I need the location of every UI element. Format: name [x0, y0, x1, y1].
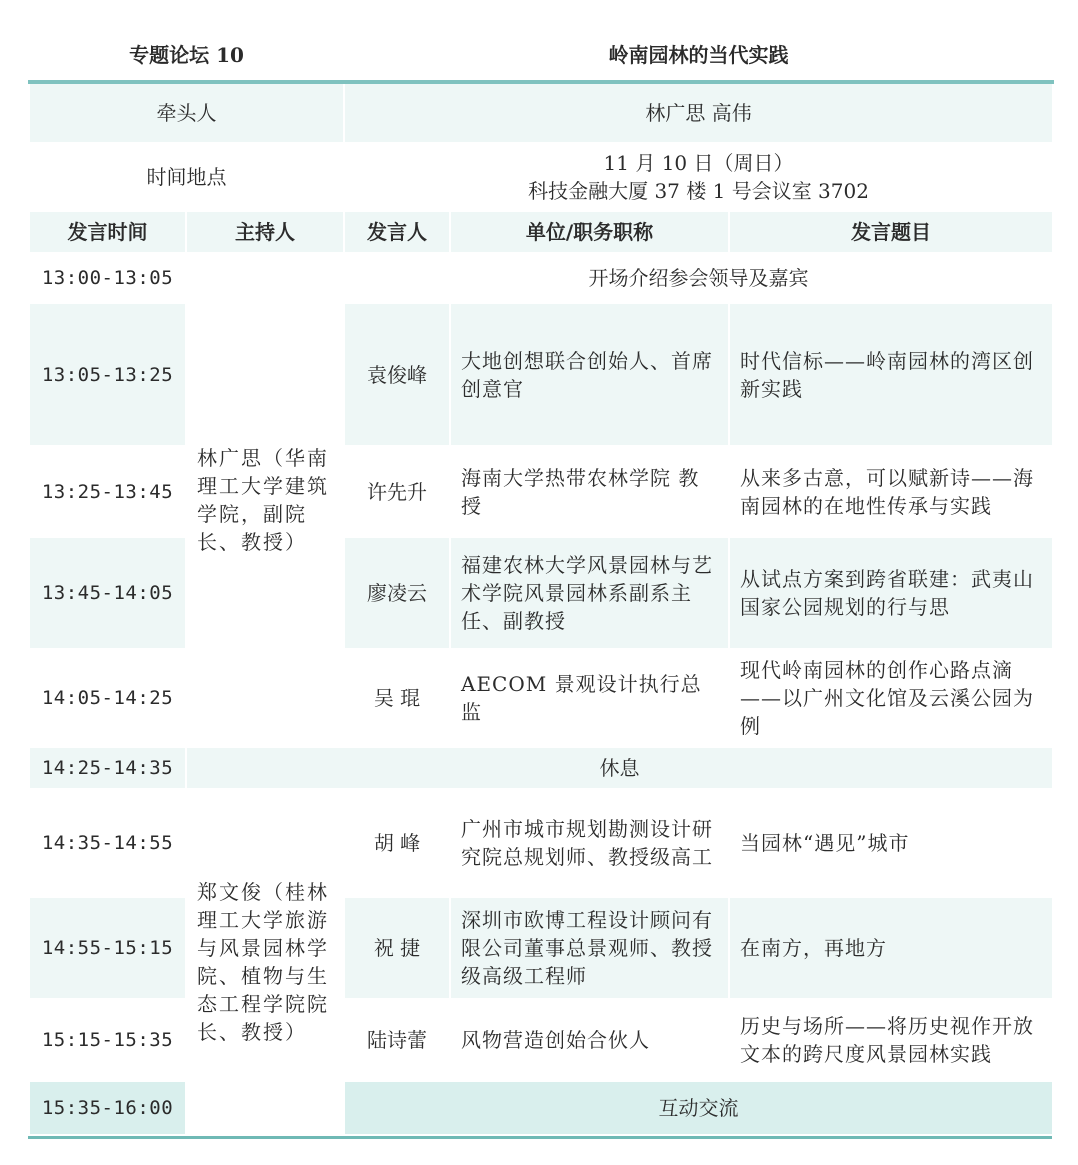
row-topic: 当园林“遇见”城市	[729, 789, 1053, 897]
row-org: 福建农林大学风景园林与艺术学院风景园林系副系主任、副教授	[450, 537, 729, 649]
table-row	[29, 897, 1053, 999]
table-row	[29, 303, 1053, 446]
leader-value: 林广思 高伟	[344, 82, 1053, 143]
row-span-text: 休息	[186, 747, 1053, 789]
row-topic: 历史与场所——将历史视作开放文本的跨尺度风景园林实践	[729, 999, 1053, 1081]
row-speaker: 许先升	[344, 446, 450, 537]
schedule-table	[28, 28, 1054, 1136]
table-row	[29, 446, 1053, 537]
row-speaker: 廖凌云	[344, 537, 450, 649]
time-place-value	[344, 143, 1053, 211]
forum-label: 专题论坛 10	[29, 29, 344, 82]
row-topic: 现代岭南园林的创作心路点滴——以广州文化馆及云溪公园为例	[729, 649, 1053, 747]
forum-schedule	[28, 28, 1052, 1136]
row-speaker: 胡 峰	[344, 789, 450, 897]
table-row	[29, 537, 1053, 649]
column-header-speaker: 发言人	[344, 211, 450, 253]
table-row	[29, 999, 1053, 1081]
row-topic: 从来多古意，可以赋新诗——海南园林的在地性传承与实践	[729, 446, 1053, 537]
host-cell-first: 林广思（华南理工大学建筑学院，副院长、教授）	[186, 253, 344, 747]
table-row	[29, 789, 1053, 897]
leader-row	[29, 82, 1053, 143]
row-time: 13:05-13:25	[29, 303, 186, 446]
row-time: 14:05-14:25	[29, 649, 186, 747]
row-speaker: 祝 捷	[344, 897, 450, 999]
row-time: 14:35-14:55	[29, 789, 186, 897]
table-row	[29, 253, 1053, 303]
row-org: 大地创想联合创始人、首席创意官	[450, 303, 729, 446]
leader-label: 牵头人	[29, 82, 344, 143]
row-time: 14:55-15:15	[29, 897, 186, 999]
column-header-org: 单位/职务职称	[450, 211, 729, 253]
column-header-row	[29, 211, 1053, 253]
column-header-time: 发言时间	[29, 211, 186, 253]
row-speaker: 陆诗蕾	[344, 999, 450, 1081]
time-place-row	[29, 143, 1053, 211]
time-place-date: 11 月 10 日（周日）	[603, 151, 794, 175]
row-span-text: 开场介绍参会领导及嘉宾	[344, 253, 1053, 303]
row-org: AECOM 景观设计执行总监	[450, 649, 729, 747]
table-bottom-rule	[28, 1136, 1052, 1139]
row-speaker: 吴 琨	[344, 649, 450, 747]
column-header-topic: 发言题目	[729, 211, 1053, 253]
row-time: 13:45-14:05	[29, 537, 186, 649]
row-org: 风物营造创始合伙人	[450, 999, 729, 1081]
forum-title-row	[29, 29, 1053, 82]
row-time: 15:15-15:35	[29, 999, 186, 1081]
time-place-location: 科技金融大厦 37 楼 1 号会议室 3702	[528, 179, 869, 203]
row-org: 广州市城市规划勘测设计研究院总规划师、教授级高工	[450, 789, 729, 897]
forum-title: 岭南园林的当代实践	[344, 29, 1053, 82]
row-topic: 时代信标——岭南园林的湾区创新实践	[729, 303, 1053, 446]
row-time: 13:00-13:05	[29, 253, 186, 303]
row-time: 13:25-13:45	[29, 446, 186, 537]
host-cell-second: 郑文俊（桂林理工大学旅游与风景园林学院、植物与生态工程学院院长、教授）	[186, 789, 344, 1135]
row-time: 14:25-14:35	[29, 747, 186, 789]
table-row	[29, 747, 1053, 789]
table-row	[29, 649, 1053, 747]
row-topic: 在南方，再地方	[729, 897, 1053, 999]
column-header-host: 主持人	[186, 211, 344, 253]
time-place-label: 时间地点	[29, 143, 344, 211]
row-time: 15:35-16:00	[29, 1081, 186, 1135]
table-row	[29, 1081, 1053, 1135]
row-topic: 从试点方案到跨省联建：武夷山国家公园规划的行与思	[729, 537, 1053, 649]
row-org: 海南大学热带农林学院 教授	[450, 446, 729, 537]
row-org: 深圳市欧博工程设计顾问有限公司董事总景观师、教授级高级工程师	[450, 897, 729, 999]
row-speaker: 袁俊峰	[344, 303, 450, 446]
row-span-text: 互动交流	[344, 1081, 1053, 1135]
